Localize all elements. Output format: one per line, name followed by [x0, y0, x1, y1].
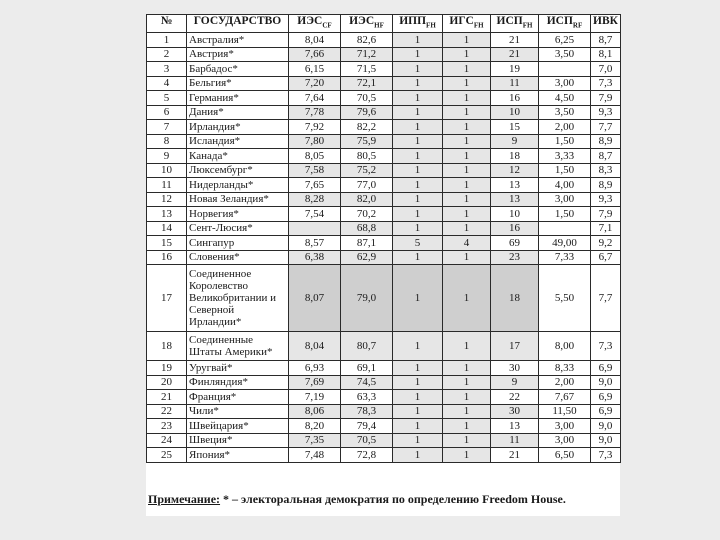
- country-cell: Австралия*: [187, 33, 289, 48]
- value-cell: 49,00: [539, 236, 591, 251]
- row-number-cell: 24: [147, 433, 187, 448]
- value-cell: 1: [393, 419, 443, 434]
- value-cell: 1: [443, 163, 491, 178]
- value-cell: 7,1: [591, 221, 621, 236]
- row-number-cell: 13: [147, 207, 187, 222]
- value-cell: 70,5: [341, 91, 393, 106]
- column-header-label: ГОСУДАРСТВО: [193, 15, 282, 28]
- column-header-label: ИЭС: [297, 15, 323, 28]
- table-row: [147, 361, 621, 376]
- value-cell: 1: [393, 47, 443, 62]
- value-cell: 7,65: [289, 178, 341, 193]
- value-cell: 1: [443, 448, 491, 463]
- country-cell: Дания*: [187, 105, 289, 120]
- table-row: [147, 91, 621, 106]
- column-header: [491, 15, 539, 33]
- value-cell: 71,2: [341, 47, 393, 62]
- country-cell: Швейцария*: [187, 419, 289, 434]
- value-cell: [539, 221, 591, 236]
- value-cell: 7,69: [289, 375, 341, 390]
- row-number-cell: 25: [147, 448, 187, 463]
- column-header: [341, 15, 393, 33]
- country-cell: Германия*: [187, 91, 289, 106]
- table-row: [147, 149, 621, 164]
- country-cell: Норвегия*: [187, 207, 289, 222]
- value-cell: 1: [443, 134, 491, 149]
- value-cell: 1: [393, 361, 443, 376]
- value-cell: 63,3: [341, 390, 393, 405]
- document-page: [146, 14, 620, 516]
- value-cell: 8,9: [591, 178, 621, 193]
- table-row: [147, 404, 621, 419]
- value-cell: 7,66: [289, 47, 341, 62]
- value-cell: 7,3: [591, 448, 621, 463]
- value-cell: 7,80: [289, 134, 341, 149]
- value-cell: 1,50: [539, 134, 591, 149]
- column-header-label: ИПП: [399, 15, 427, 28]
- value-cell: 1: [443, 207, 491, 222]
- value-cell: 5: [393, 236, 443, 251]
- value-cell: 9: [491, 134, 539, 149]
- value-cell: 22: [491, 390, 539, 405]
- value-cell: 7,54: [289, 207, 341, 222]
- value-cell: 6,9: [591, 404, 621, 419]
- value-cell: 30: [491, 361, 539, 376]
- value-cell: 6,9: [591, 390, 621, 405]
- row-number-cell: 3: [147, 62, 187, 77]
- value-cell: 71,5: [341, 62, 393, 77]
- value-cell: 8,1: [591, 47, 621, 62]
- value-cell: [539, 62, 591, 77]
- table-row: [147, 207, 621, 222]
- value-cell: 1: [393, 163, 443, 178]
- value-cell: 7,78: [289, 105, 341, 120]
- value-cell: 8,7: [591, 33, 621, 48]
- value-cell: 23: [491, 250, 539, 265]
- value-cell: 7,3: [591, 332, 621, 361]
- value-cell: 1: [393, 91, 443, 106]
- value-cell: 3,00: [539, 192, 591, 207]
- row-number-cell: 6: [147, 105, 187, 120]
- value-cell: 72,1: [341, 76, 393, 91]
- value-cell: 7,92: [289, 120, 341, 135]
- row-number-cell: 5: [147, 91, 187, 106]
- value-cell: 1: [393, 250, 443, 265]
- value-cell: 1: [443, 433, 491, 448]
- column-header: [187, 15, 289, 33]
- country-cell: Новая Зеландия*: [187, 192, 289, 207]
- value-cell: 72,8: [341, 448, 393, 463]
- value-cell: 8,33: [539, 361, 591, 376]
- column-header-subscript: FH: [473, 21, 484, 30]
- value-cell: 10: [491, 105, 539, 120]
- table-row: [147, 433, 621, 448]
- value-cell: 12: [491, 163, 539, 178]
- value-cell: 5,50: [539, 265, 591, 332]
- country-cell: Франция*: [187, 390, 289, 405]
- column-header: [147, 15, 187, 33]
- value-cell: 9,3: [591, 192, 621, 207]
- country-cell: Исландия*: [187, 134, 289, 149]
- country-cell: Япония*: [187, 448, 289, 463]
- country-cell: Канада*: [187, 149, 289, 164]
- value-cell: 8,7: [591, 149, 621, 164]
- column-header-subscript: RF: [572, 21, 583, 30]
- country-cell: Швеция*: [187, 433, 289, 448]
- value-cell: 3,33: [539, 149, 591, 164]
- value-cell: 3,00: [539, 419, 591, 434]
- country-cell: Барбадос*: [187, 62, 289, 77]
- table-row: [147, 448, 621, 463]
- row-number-cell: 16: [147, 250, 187, 265]
- column-header-label: ИСП: [496, 15, 523, 28]
- value-cell: 7,7: [591, 120, 621, 135]
- column-header: [591, 15, 621, 33]
- value-cell: 11: [491, 433, 539, 448]
- column-header-subscript: HF: [374, 21, 384, 30]
- value-cell: 1: [443, 120, 491, 135]
- country-cell: Сент-Люсия*: [187, 221, 289, 236]
- value-cell: 1: [393, 62, 443, 77]
- row-number-cell: 10: [147, 163, 187, 178]
- column-header-subscript: FH: [426, 21, 436, 30]
- value-cell: 77,0: [341, 178, 393, 193]
- value-cell: 4,00: [539, 178, 591, 193]
- value-cell: 7,48: [289, 448, 341, 463]
- value-cell: 2,00: [539, 375, 591, 390]
- value-cell: 16: [491, 221, 539, 236]
- value-cell: 7,58: [289, 163, 341, 178]
- table-header-row: [147, 15, 621, 33]
- value-cell: 1: [443, 375, 491, 390]
- row-number-cell: 20: [147, 375, 187, 390]
- row-number-cell: 11: [147, 178, 187, 193]
- value-cell: 1: [443, 33, 491, 48]
- value-cell: 8,00: [539, 332, 591, 361]
- value-cell: 1: [393, 76, 443, 91]
- value-cell: 10: [491, 207, 539, 222]
- table-row: [147, 236, 621, 251]
- value-cell: 3,50: [539, 47, 591, 62]
- table-row: [147, 375, 621, 390]
- value-cell: 79,6: [341, 105, 393, 120]
- value-cell: 19: [491, 62, 539, 77]
- table-row: [147, 47, 621, 62]
- value-cell: 11,50: [539, 404, 591, 419]
- value-cell: 6,15: [289, 62, 341, 77]
- column-header-subscript: FH: [522, 21, 533, 30]
- row-number-cell: 17: [147, 265, 187, 332]
- value-cell: 9,0: [591, 419, 621, 434]
- value-cell: 6,7: [591, 250, 621, 265]
- value-cell: 7,7: [591, 265, 621, 332]
- value-cell: 8,57: [289, 236, 341, 251]
- value-cell: 9,2: [591, 236, 621, 251]
- value-cell: 70,2: [341, 207, 393, 222]
- democracy-index-table: [146, 14, 621, 463]
- value-cell: 6,38: [289, 250, 341, 265]
- value-cell: 13: [491, 178, 539, 193]
- value-cell: 7,67: [539, 390, 591, 405]
- row-number-cell: 15: [147, 236, 187, 251]
- value-cell: 1: [393, 178, 443, 193]
- value-cell: 1: [443, 178, 491, 193]
- value-cell: 75,9: [341, 134, 393, 149]
- table-row: [147, 178, 621, 193]
- value-cell: 1: [443, 404, 491, 419]
- column-header: [393, 15, 443, 33]
- country-cell: Соединенное Королевство Великобритании и Северной Ирландии*: [187, 265, 289, 332]
- row-number-cell: 4: [147, 76, 187, 91]
- row-number-cell: 2: [147, 47, 187, 62]
- value-cell: 9: [491, 375, 539, 390]
- country-cell: Чили*: [187, 404, 289, 419]
- value-cell: 1: [443, 250, 491, 265]
- value-cell: 2,00: [539, 120, 591, 135]
- value-cell: 3,00: [539, 76, 591, 91]
- value-cell: 82,0: [341, 192, 393, 207]
- table-row: [147, 250, 621, 265]
- value-cell: 7,9: [591, 91, 621, 106]
- row-number-cell: 9: [147, 149, 187, 164]
- value-cell: 7,19: [289, 390, 341, 405]
- table-body: [147, 33, 621, 463]
- column-header-label: ИЭС: [349, 15, 375, 28]
- row-number-cell: 1: [147, 33, 187, 48]
- value-cell: 1: [393, 120, 443, 135]
- country-cell: Сингапур: [187, 236, 289, 251]
- value-cell: 1: [443, 149, 491, 164]
- value-cell: 9,3: [591, 105, 621, 120]
- value-cell: 9,0: [591, 433, 621, 448]
- table-row: [147, 265, 621, 332]
- value-cell: 3,00: [539, 433, 591, 448]
- row-number-cell: 18: [147, 332, 187, 361]
- country-cell: Нидерланды*: [187, 178, 289, 193]
- value-cell: 68,8: [341, 221, 393, 236]
- table-row: [147, 134, 621, 149]
- value-cell: 6,9: [591, 361, 621, 376]
- value-cell: 1: [443, 192, 491, 207]
- value-cell: 1: [393, 207, 443, 222]
- value-cell: 7,3: [591, 76, 621, 91]
- value-cell: 6,93: [289, 361, 341, 376]
- table-row: [147, 221, 621, 236]
- value-cell: 70,5: [341, 433, 393, 448]
- value-cell: 8,9: [591, 134, 621, 149]
- row-number-cell: 21: [147, 390, 187, 405]
- row-number-cell: 12: [147, 192, 187, 207]
- country-cell: Финляндия*: [187, 375, 289, 390]
- value-cell: 1: [393, 33, 443, 48]
- value-cell: 11: [491, 76, 539, 91]
- value-cell: 7,64: [289, 91, 341, 106]
- country-cell: Люксембург*: [187, 163, 289, 178]
- row-number-cell: 22: [147, 404, 187, 419]
- table-row: [147, 390, 621, 405]
- value-cell: 75,2: [341, 163, 393, 178]
- value-cell: 8,20: [289, 419, 341, 434]
- value-cell: 1: [443, 221, 491, 236]
- value-cell: 1: [443, 91, 491, 106]
- value-cell: 4: [443, 236, 491, 251]
- value-cell: 7,33: [539, 250, 591, 265]
- value-cell: 1: [443, 265, 491, 332]
- value-cell: 74,5: [341, 375, 393, 390]
- value-cell: 18: [491, 265, 539, 332]
- value-cell: 6,25: [539, 33, 591, 48]
- row-number-cell: 23: [147, 419, 187, 434]
- value-cell: 8,3: [591, 163, 621, 178]
- value-cell: 8,05: [289, 149, 341, 164]
- value-cell: 1: [443, 332, 491, 361]
- value-cell: 4,50: [539, 91, 591, 106]
- value-cell: 1: [443, 361, 491, 376]
- value-cell: 15: [491, 120, 539, 135]
- value-cell: 7,35: [289, 433, 341, 448]
- value-cell: 8,28: [289, 192, 341, 207]
- value-cell: 21: [491, 448, 539, 463]
- value-cell: 62,9: [341, 250, 393, 265]
- value-cell: 1: [393, 375, 443, 390]
- value-cell: 7,9: [591, 207, 621, 222]
- value-cell: 1: [393, 265, 443, 332]
- value-cell: 13: [491, 192, 539, 207]
- value-cell: 80,7: [341, 332, 393, 361]
- value-cell: 1: [393, 404, 443, 419]
- value-cell: 7,0: [591, 62, 621, 77]
- value-cell: 18: [491, 149, 539, 164]
- table-row: [147, 419, 621, 434]
- value-cell: 78,3: [341, 404, 393, 419]
- table-row: [147, 163, 621, 178]
- value-cell: 1: [443, 47, 491, 62]
- value-cell: 13: [491, 419, 539, 434]
- table-row: [147, 332, 621, 361]
- value-cell: 87,1: [341, 236, 393, 251]
- value-cell: 80,5: [341, 149, 393, 164]
- value-cell: 1: [393, 332, 443, 361]
- row-number-cell: 19: [147, 361, 187, 376]
- value-cell: 79,4: [341, 419, 393, 434]
- value-cell: 16: [491, 91, 539, 106]
- row-number-cell: 7: [147, 120, 187, 135]
- value-cell: 1,50: [539, 207, 591, 222]
- table-row: [147, 62, 621, 77]
- value-cell: 69: [491, 236, 539, 251]
- column-header-label: ИСП: [546, 15, 573, 28]
- value-cell: 21: [491, 33, 539, 48]
- country-cell: Австрия*: [187, 47, 289, 62]
- table-row: [147, 192, 621, 207]
- column-header: [443, 15, 491, 33]
- column-header: [289, 15, 341, 33]
- value-cell: 82,2: [341, 120, 393, 135]
- value-cell: 8,04: [289, 332, 341, 361]
- table-row: [147, 105, 621, 120]
- value-cell: 1,50: [539, 163, 591, 178]
- value-cell: 1: [443, 390, 491, 405]
- value-cell: 21: [491, 47, 539, 62]
- table-footnote: [148, 492, 566, 507]
- value-cell: 69,1: [341, 361, 393, 376]
- value-cell: 17: [491, 332, 539, 361]
- value-cell: 30: [491, 404, 539, 419]
- value-cell: 1: [393, 448, 443, 463]
- country-cell: Бельгия*: [187, 76, 289, 91]
- value-cell: 1: [393, 390, 443, 405]
- column-header-label: ИВК: [593, 15, 618, 28]
- country-cell: Ирландия*: [187, 120, 289, 135]
- value-cell: 6,50: [539, 448, 591, 463]
- value-cell: [289, 221, 341, 236]
- column-header-label: №: [160, 15, 173, 28]
- country-cell: Словения*: [187, 250, 289, 265]
- column-header-subscript: CF: [322, 21, 332, 30]
- value-cell: 1: [393, 192, 443, 207]
- row-number-cell: 8: [147, 134, 187, 149]
- country-cell: Уругвай*: [187, 361, 289, 376]
- value-cell: 8,07: [289, 265, 341, 332]
- value-cell: 1: [393, 105, 443, 120]
- country-cell: Соединенные Штаты Америки*: [187, 332, 289, 361]
- value-cell: 1: [393, 433, 443, 448]
- value-cell: 8,04: [289, 33, 341, 48]
- value-cell: 1: [443, 62, 491, 77]
- footnote-label: Примечание:: [148, 492, 221, 506]
- value-cell: 1: [443, 105, 491, 120]
- footnote-text: * – электоральная демократия по определению Freedom House.: [220, 492, 566, 506]
- value-cell: 1: [443, 76, 491, 91]
- row-number-cell: 14: [147, 221, 187, 236]
- value-cell: 1: [393, 221, 443, 236]
- value-cell: 82,6: [341, 33, 393, 48]
- table-row: [147, 120, 621, 135]
- column-header-label: ИГС: [449, 15, 474, 28]
- value-cell: 8,06: [289, 404, 341, 419]
- value-cell: 79,0: [341, 265, 393, 332]
- column-header: [539, 15, 591, 33]
- table-row: [147, 33, 621, 48]
- value-cell: 1: [443, 419, 491, 434]
- value-cell: 9,0: [591, 375, 621, 390]
- value-cell: 3,50: [539, 105, 591, 120]
- value-cell: 1: [393, 149, 443, 164]
- table-row: [147, 76, 621, 91]
- value-cell: 1: [393, 134, 443, 149]
- value-cell: 7,20: [289, 76, 341, 91]
